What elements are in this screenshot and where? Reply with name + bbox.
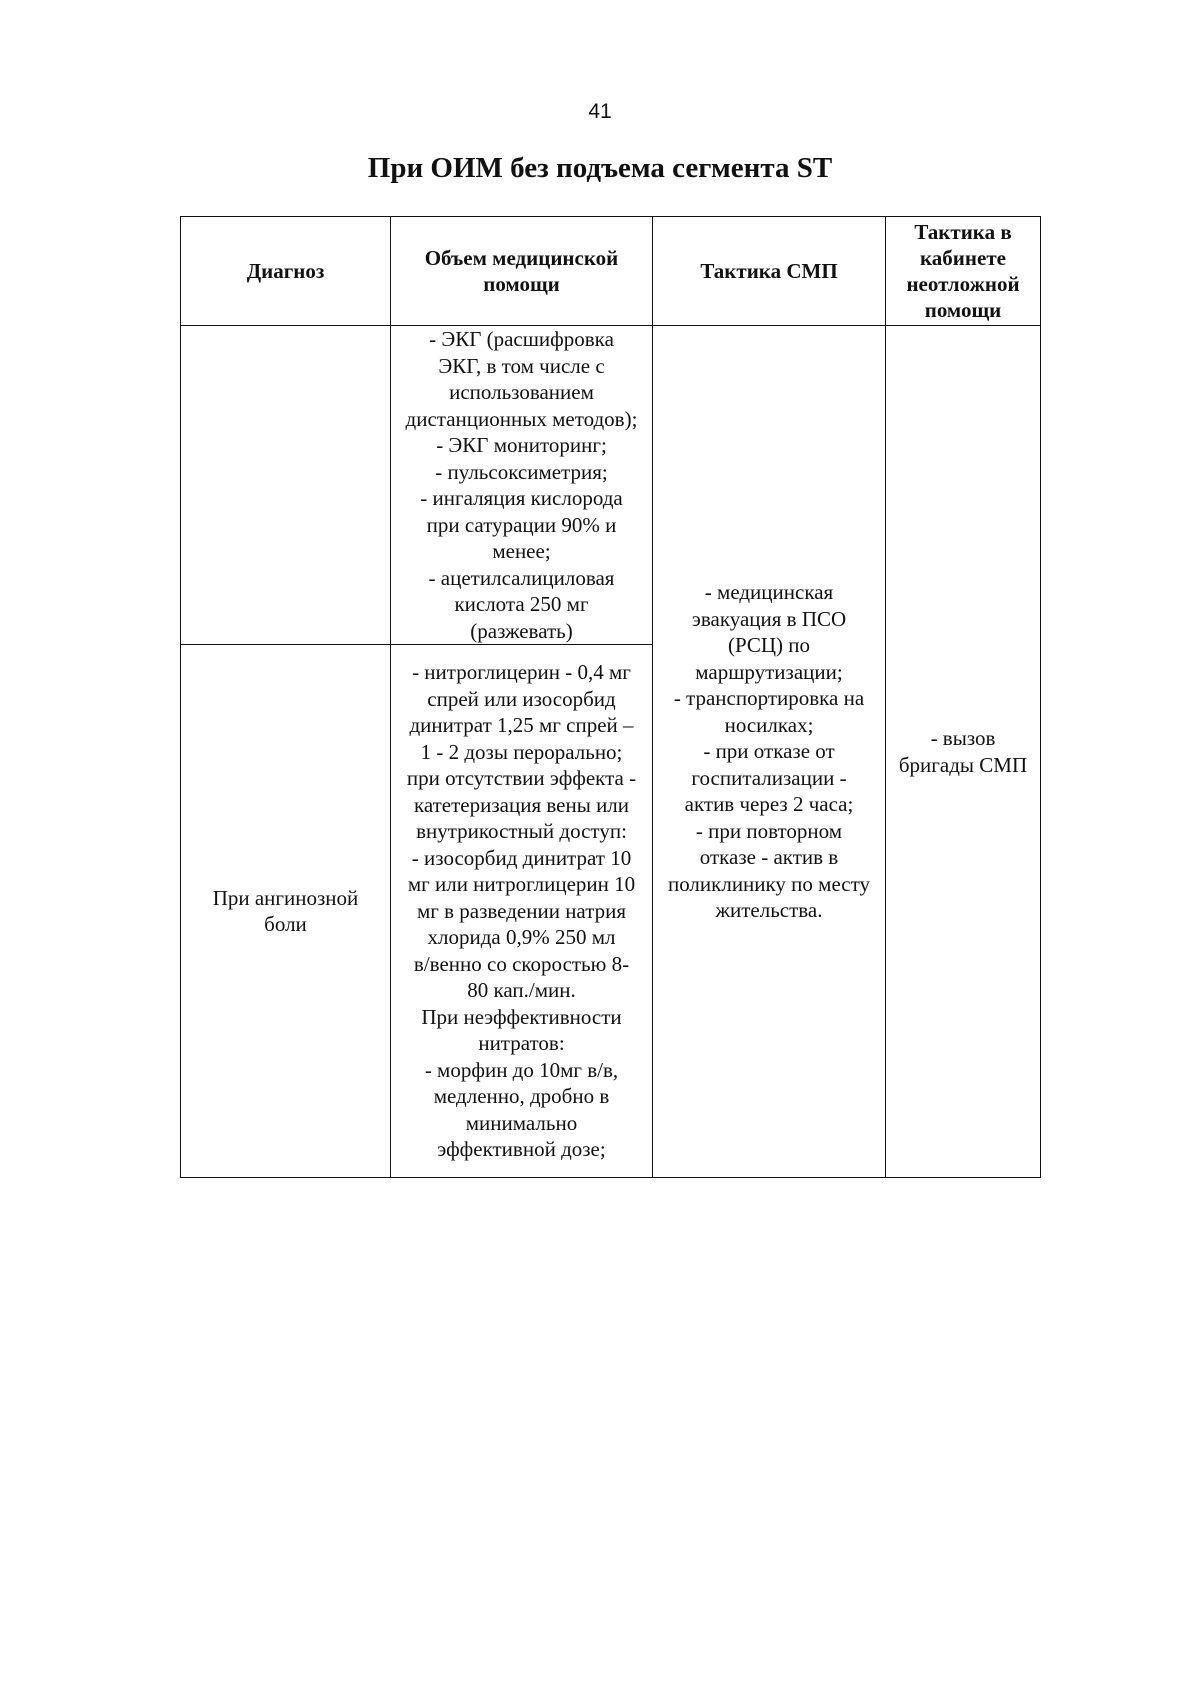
text-line: нитратов:: [478, 1031, 565, 1056]
text-line: мг в разведении натрия: [416, 898, 627, 923]
text-line: менее;: [492, 539, 551, 563]
diagnosis-cell-anginal-pain: [181, 645, 391, 1178]
volume-lines-anginal: [397, 659, 646, 1163]
text-line: использованием: [449, 380, 594, 404]
page-number: 41: [588, 100, 612, 123]
text-line: при отсутствии эффекта -: [406, 766, 637, 791]
diagnosis-lines: [187, 885, 384, 938]
text-line: мг или нитроглицерин 10: [407, 872, 636, 897]
header-volume: Объем медицинской помощи: [391, 217, 653, 326]
text-line: - ЭКГ (расшифровка: [429, 327, 614, 351]
table-header-row: [181, 217, 1041, 326]
text-line: - нитроглицерин - 0,4 мг: [412, 660, 631, 685]
text-line: катетеризация вены или: [413, 792, 630, 817]
text-line: - транспортировка на: [673, 686, 865, 711]
text-line: (РСЦ) по: [727, 633, 811, 658]
text-line: ЭКГ, в том числе с: [438, 353, 605, 378]
text-line: медленно, дробно в: [433, 1084, 610, 1109]
text-line: - при отказе от: [703, 739, 835, 764]
text-line: маршрутизации;: [695, 659, 843, 684]
text-line: при сатурации 90% и: [426, 512, 617, 537]
diagnosis-cell-empty: [181, 326, 391, 645]
text-line: При ангинозной: [212, 885, 359, 910]
text-line: - при повторном: [695, 818, 843, 843]
text-line: поликлинику по месту: [667, 871, 871, 896]
text-line: При неэффективности: [421, 1004, 622, 1029]
cabinet-lines: [892, 725, 1034, 778]
text-line: жительства.: [715, 898, 823, 923]
tactics-table: [180, 216, 1041, 1178]
text-line: - медицинская: [704, 580, 834, 605]
text-line: дистанционных методов);: [405, 406, 638, 431]
text-line: динитрат 1,25 мг спрей –: [409, 713, 634, 738]
text-line: - пульсоксиметрия;: [435, 459, 608, 484]
text-line: - ЭКГ мониторинг;: [436, 433, 607, 457]
text-line: 1 - 2 дозы перорально;: [420, 739, 623, 764]
table-row: [181, 326, 1041, 645]
volume-cell-basic: [391, 326, 653, 645]
text-line: - ингаляция кислорода: [420, 486, 623, 510]
text-line: спрей или изосорбид: [427, 686, 616, 711]
text-line: - ацетилсалициловая: [428, 565, 615, 590]
text-line: внутрикостный доступ:: [416, 819, 627, 844]
header-cabinet-tactics: Тактика в кабинете неотложной помощи: [886, 217, 1041, 326]
text-line: 80 кап./мин.: [467, 978, 576, 1003]
text-line: боли: [264, 912, 307, 936]
smp-tactics-cell: [653, 326, 886, 1178]
text-line: госпитализации -: [691, 765, 847, 790]
cabinet-tactics-cell: [886, 326, 1041, 1178]
text-line: эвакуация в ПСО: [691, 606, 847, 631]
text-line: носилках;: [724, 712, 814, 737]
text-line: актив через 2 часа;: [684, 792, 854, 817]
text-line: - морфин до 10мг в/в,: [424, 1057, 619, 1082]
volume-lines-basic: [397, 326, 646, 644]
header-diagnosis: Диагноз: [181, 217, 391, 326]
header-smp-tactics: Тактика СМП: [653, 217, 886, 326]
text-line: минимально: [465, 1110, 578, 1135]
text-line: в/венно со скоростью 8-: [413, 951, 630, 976]
volume-cell-anginal: [391, 645, 653, 1178]
text-line: бригады СМП: [898, 752, 1028, 777]
smp-lines: [659, 579, 879, 924]
page-title: При ОИМ без подъема сегмента ST: [367, 152, 833, 184]
text-line: отказе - актив в: [699, 845, 839, 870]
text-line: (разжевать): [470, 618, 573, 643]
text-line: - изосорбид динитрат 10: [411, 845, 632, 870]
text-line: - вызов: [930, 726, 996, 750]
text-line: хлорида 0,9% 250 мл: [427, 925, 616, 950]
text-line: эффективной дозе;: [437, 1137, 606, 1162]
text-line: кислота 250 мг: [454, 592, 589, 616]
